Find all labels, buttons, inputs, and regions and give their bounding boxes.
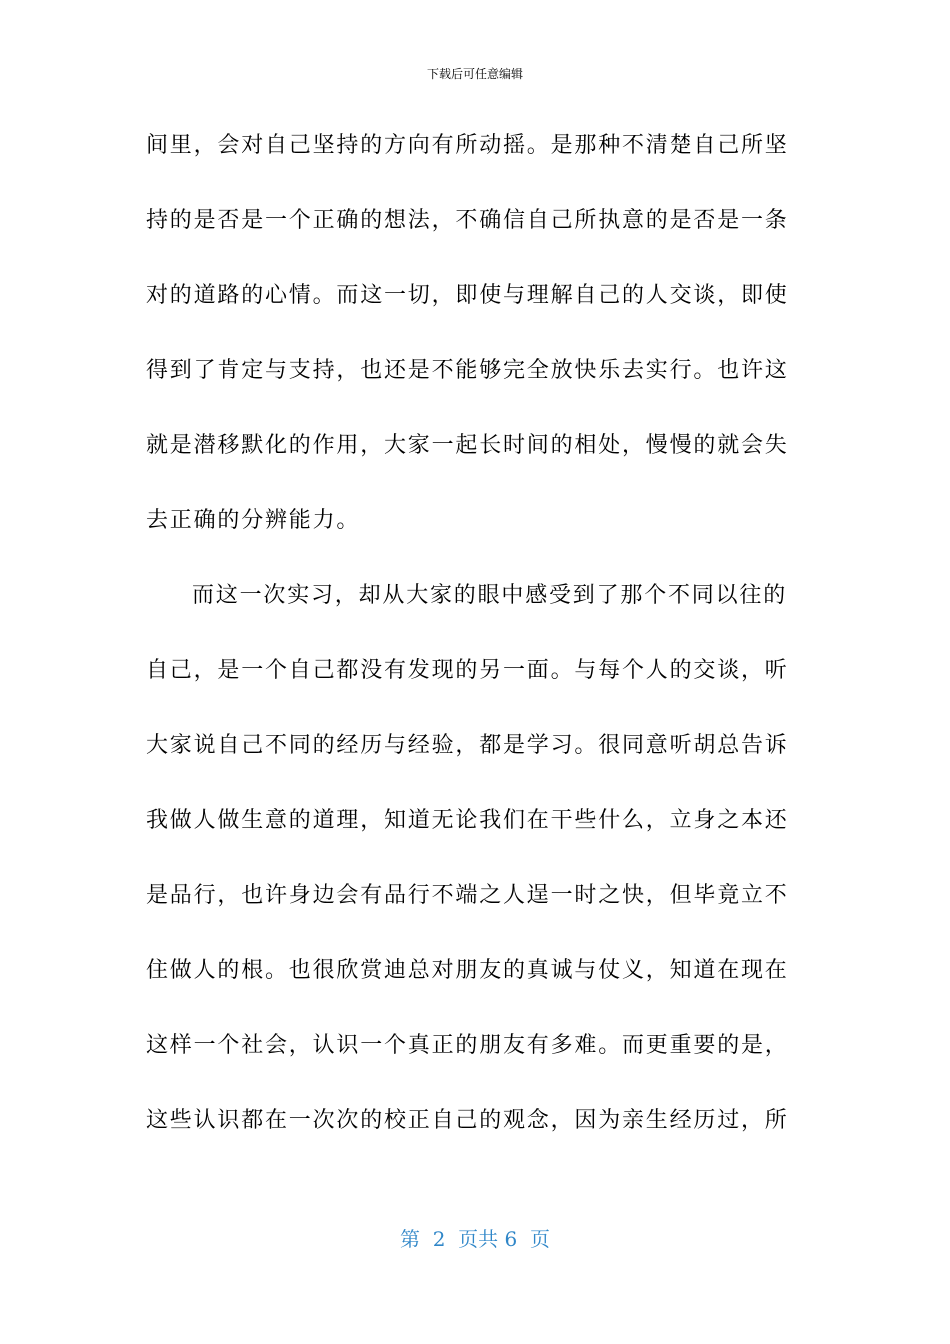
page-header: 下载后可任意编辑	[426, 67, 523, 81]
text-line: 住做人的根。也很欣赏迪总对朋友的真诚与仗义，知道在现在	[146, 958, 789, 983]
page-number-footer: 第 2 页共 6 页	[400, 1227, 550, 1251]
text-line: 持的是否是一个正确的想法，不确信自己所执意的是否是一条	[146, 208, 789, 233]
text-line: 去正确的分辨能力。	[146, 508, 361, 533]
body-text	[146, 126, 806, 1176]
text-line: 这样一个社会，认识一个真正的朋友有多难。而更重要的是，	[146, 1033, 789, 1058]
text-line: 是品行，也许身边会有品行不端之人逞一时之快，但毕竟立不	[146, 883, 789, 908]
text-line: 就是潜移默化的作用，大家一起长时间的相处，慢慢的就会失	[146, 433, 789, 458]
text-line: 这些认识都在一次次的校正自己的观念，因为亲生经历过，所	[146, 1108, 789, 1133]
text-line: 对的道路的心情。而这一切，即使与理解自己的人交谈，即使	[146, 283, 789, 308]
text-line: 我做人做生意的道理，知道无论我们在干些什么，立身之本还	[146, 808, 789, 833]
text-line: 得到了肯定与支持，也还是不能够完全放快乐去实行。也许这	[146, 358, 789, 383]
text-line-paragraph-start: 而这一次实习，却从大家的眼中感受到了那个不同以往的	[192, 583, 788, 608]
text-line: 自己，是一个自己都没有发现的另一面。与每个人的交谈，听	[146, 658, 789, 683]
text-line: 大家说自己不同的经历与经验，都是学习。很同意听胡总告诉	[146, 733, 789, 758]
text-line: 间里，会对自己坚持的方向有所动摇。是那种不清楚自己所坚	[146, 133, 789, 158]
